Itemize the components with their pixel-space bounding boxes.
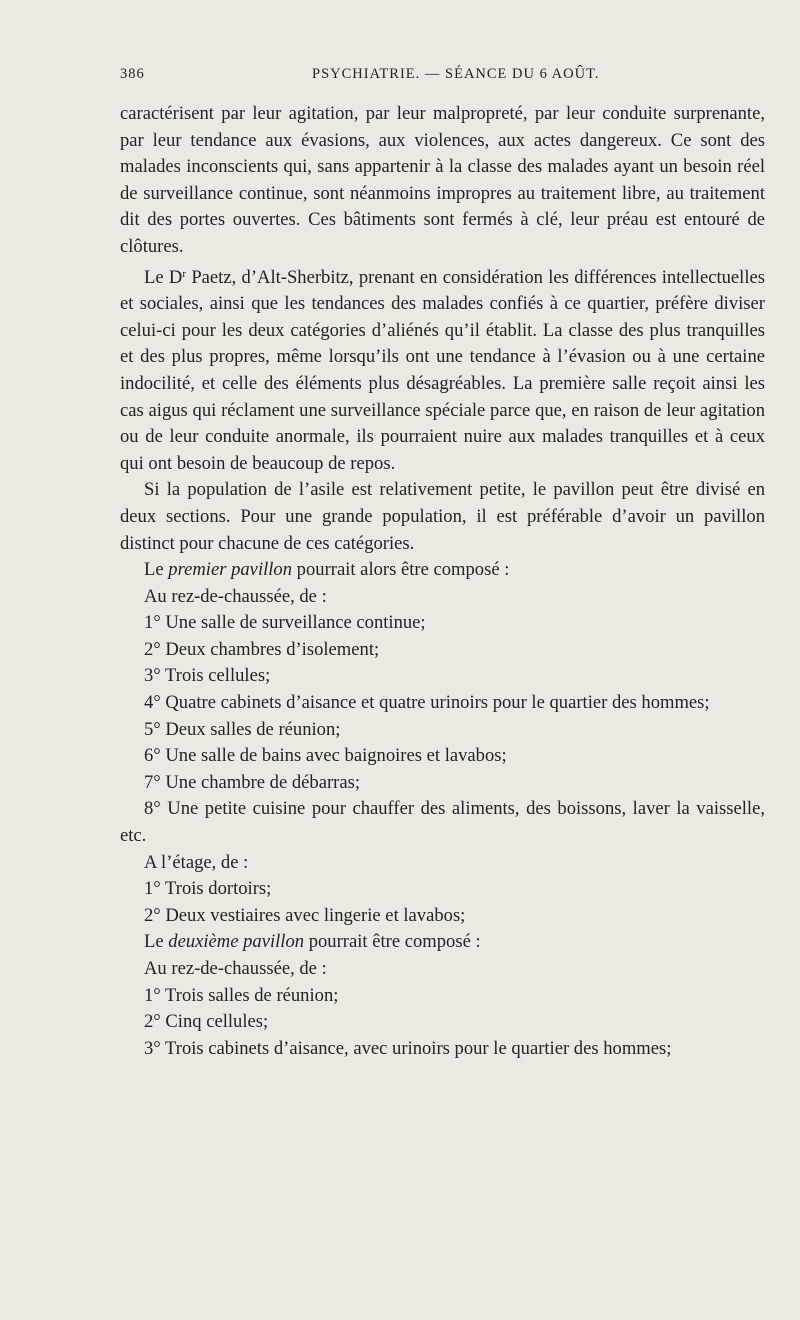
list-item: 1° Une salle de surveillance continue; [144,612,426,634]
list-item: 4° Quatre cabinets d’aisance et quatre urinoirs pour le quartier des hommes; [144,692,710,714]
paragraph: caractérisent par leur agitation, par leur malpropreté, par leur conduite surprenante, par leur tendance aux évasions, aux violences, aux actes dangereux. Ce sont des malades inconscients qui, sans appartenir à la classe des malades ayant un besoin réel de surveillance continue, sont néanmoins impropres au traitement libre, au traitement dit des portes ouvertes. Ces bâtiments sont fermés à clé, leur préau est entouré de clôtures. [120,103,765,257]
list-item: 1° Trois salles de réunion; [144,984,339,1006]
list-item: 2° Cinq cellules; [144,1011,269,1033]
subheading: Au rez-de-chaussée, de : [144,958,327,979]
subheading: Au rez-de-chaussée, de : [144,585,327,607]
list-item: 1° Trois dortoirs; [144,878,272,900]
paragraph: Le $D^r$ Paetz, d’Alt-Sherbitz, prenant en considération les différences intellectuelles et sociales, ainsi que les tendances des malades confiés à ce quartier, préfère diviser celui-ci pour les deux catégories d’aliénés qu’il établit. La classe des plus tranquilles et des plus propres, même lorsqu’ils ont une tendance à l’évasion ou à une certaine indocilité, et celle des éléments plus désagréables. La première salle reçoit ainsi les cas aigus qui réclament une surveillance spéciale parce que, en raison de leur agitation ou de leur conduite anormale, ils pourraient nuire aux malades tranquilles et à ceux qui ont besoin de beaucoup de repos. [120,266,765,474]
section-intro: Le deuxième pavillon pourrait être composé : [144,931,481,953]
body-text [120,101,765,1062]
list-item: 5° Deux salles de réunion; [144,718,341,740]
running-header [0,66,800,88]
section-intro: Le premier pavillon pourrait alors être composé : [144,559,510,581]
list-item: 3° Trois cabinets d’aisance, avec urinoirs pour le quartier des hommes; [144,1037,672,1059]
paragraph: Si la population de l’asile est relativement petite, le pavillon peut être divisé en deux sections. Pour une grande population, il est préférable d’avoir un pavillon distinct pour chacune de ces catégories. [120,479,765,554]
list-item: 8° Une petite cuisine pour chauffer des aliments, des boissons, laver la vaisselle, etc. [120,798,765,847]
list-item: 2° Deux vestiaires avec lingerie et lavabos; [144,904,466,926]
list-item: 3° Trois cellules; [144,665,271,687]
page-number: 386 [120,66,145,82]
list-item: 6° Une salle de bains avec baignoires et lavabos; [144,745,507,767]
running-title: PSYCHIATRIE. — SÉANCE DU 6 AOÛT. [312,66,600,82]
list-item: 2° Deux chambres d’isolement; [144,638,380,660]
subheading: A l’étage, de : [144,851,249,873]
list-item: 7° Une chambre de débarras; [144,771,360,793]
